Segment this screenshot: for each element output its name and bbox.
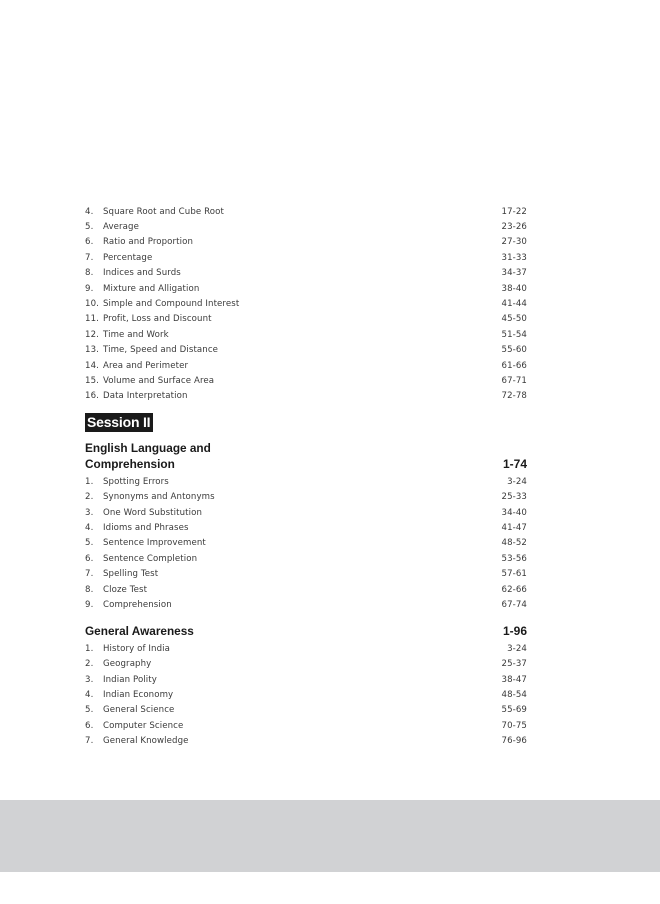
toc-entry [85,656,527,671]
entry-pages: 62-66 [501,584,527,595]
entry-pages: 41-44 [501,299,527,310]
entry-title: Ratio and Proportion [103,237,194,248]
toc-entry [85,343,527,358]
session-badge: Session II [85,413,153,432]
entry-title: Geography [103,659,152,670]
general-title: General Awareness [85,623,194,638]
entry-pages: 3-24 [507,643,527,654]
entry-pages: 55-69 [501,705,527,716]
entry-title: Data Interpretation [103,391,188,402]
entry-pages: 25-37 [501,659,527,670]
toc-entry [85,373,527,388]
entry-number: 2. [85,492,94,503]
entry-number: 1. [85,643,94,654]
entry-pages: 53-56 [501,553,527,564]
entry-title: Time and Work [103,329,169,340]
entry-number: 13. [85,345,99,356]
entry-title: Comprehension [103,599,172,610]
toc-entry [85,703,527,718]
entry-pages: 57-61 [501,569,527,580]
toc-entry [85,219,527,234]
entry-title: General Knowledge [103,736,189,747]
entry-number: 16. [85,391,99,402]
footer-band [0,800,660,872]
entry-title: Idioms and Phrases [103,522,189,533]
toc-entry [85,204,527,219]
toc-entry [85,566,527,581]
entry-number: 4. [85,206,94,217]
entry-number: 5. [85,705,94,716]
entry-title: Spelling Test [103,569,159,580]
toc-entry [85,489,527,504]
entry-number: 9. [85,599,94,610]
toc-entry [85,641,527,656]
english-title-line2: Comprehension [85,456,175,471]
entry-title: Indices and Surds [103,268,181,279]
entry-number: 6. [85,237,94,248]
entry-pages: 17-22 [501,206,527,217]
entry-number: 3. [85,674,94,685]
general-list [85,641,527,749]
entry-title: Sentence Completion [103,553,198,564]
entry-title: Time, Speed and Distance [103,345,219,356]
entry-pages: 72-78 [501,391,527,402]
entry-number: 6. [85,720,94,731]
toc-entry [85,235,527,250]
toc-entry [85,389,527,404]
entry-number: 9. [85,283,94,294]
english-page-range: 1-74 [502,456,527,471]
entry-pages: 45-50 [501,314,527,325]
entry-number: 3. [85,507,94,518]
toc-entry [85,733,527,748]
toc-entry [85,474,527,489]
english-title-line1: English Language and [85,441,211,456]
toc-entry [85,536,527,551]
entry-title: Indian Economy [103,689,174,700]
entry-title: Mixture and Alligation [103,283,200,294]
entry-title: Square Root and Cube Root [103,206,224,217]
entry-title: History of India [103,643,171,654]
toc-entry [85,520,527,535]
toc-entry [85,687,527,702]
english-section-heading [85,441,527,472]
entry-title: Indian Polity [103,674,157,685]
session1-list [85,204,527,404]
entry-number: 5. [85,222,94,233]
entry-title: Average [103,222,139,233]
entry-title: Percentage [103,252,153,263]
toc-entry [85,327,527,342]
entry-number: 5. [85,538,94,549]
entry-pages: 38-47 [501,674,527,685]
entry-title: Computer Science [103,720,184,731]
entry-number: 15. [85,375,99,386]
toc-entry [85,312,527,327]
entry-pages: 34-37 [501,268,527,279]
entry-number: 4. [85,689,94,700]
entry-number: 7. [85,736,94,747]
entry-title: Spotting Errors [103,476,169,487]
entry-pages: 48-54 [501,689,527,700]
toc-entry [85,551,527,566]
entry-number: 11. [85,314,99,325]
entry-title: General Science [103,705,175,716]
entry-pages: 76-96 [501,736,527,747]
toc-entry [85,358,527,373]
entry-pages: 67-74 [501,599,527,610]
entry-number: 12. [85,329,99,340]
entry-pages: 27-30 [501,237,527,248]
entry-title: One Word Substitution [103,507,203,518]
entry-number: 1. [85,476,94,487]
entry-title: Volume and Surface Area [103,375,215,386]
entry-pages: 61-66 [501,360,527,371]
entry-title: Cloze Test [103,584,148,595]
entry-pages: 38-40 [501,283,527,294]
general-page-range: 1-96 [502,623,527,638]
entry-title: Sentence Improvement [103,538,206,549]
toc-entry [85,250,527,265]
entry-pages: 70-75 [501,720,527,731]
entry-pages: 31-33 [501,252,527,263]
entry-pages: 55-60 [501,345,527,356]
entry-pages: 41-47 [501,522,527,533]
entry-pages: 51-54 [501,329,527,340]
toc-entry [85,266,527,281]
entry-pages: 3-24 [507,476,527,487]
toc-entry [85,672,527,687]
entry-pages: 67-71 [501,375,527,386]
toc-content [85,204,527,749]
entry-number: 8. [85,584,94,595]
entry-title: Synonyms and Antonyms [103,492,215,503]
entry-pages: 25-33 [501,492,527,503]
entry-number: 8. [85,268,94,279]
entry-number: 2. [85,659,94,670]
toc-entry [85,582,527,597]
entry-number: 6. [85,553,94,564]
toc-entry [85,296,527,311]
entry-pages: 48-52 [501,538,527,549]
entry-number: 7. [85,569,94,580]
toc-entry [85,281,527,296]
entry-pages: 23-26 [501,222,527,233]
entry-number: 14. [85,360,99,371]
toc-entry [85,505,527,520]
entry-pages: 34-40 [501,507,527,518]
toc-entry [85,597,527,612]
entry-title: Profit, Loss and Discount [103,314,212,325]
entry-title: Simple and Compound Interest [103,299,240,310]
entry-number: 7. [85,252,94,263]
english-list [85,474,527,613]
general-section-heading [85,624,527,640]
entry-number: 10. [85,299,99,310]
toc-entry [85,718,527,733]
entry-title: Area and Perimeter [103,360,189,371]
entry-number: 4. [85,522,94,533]
